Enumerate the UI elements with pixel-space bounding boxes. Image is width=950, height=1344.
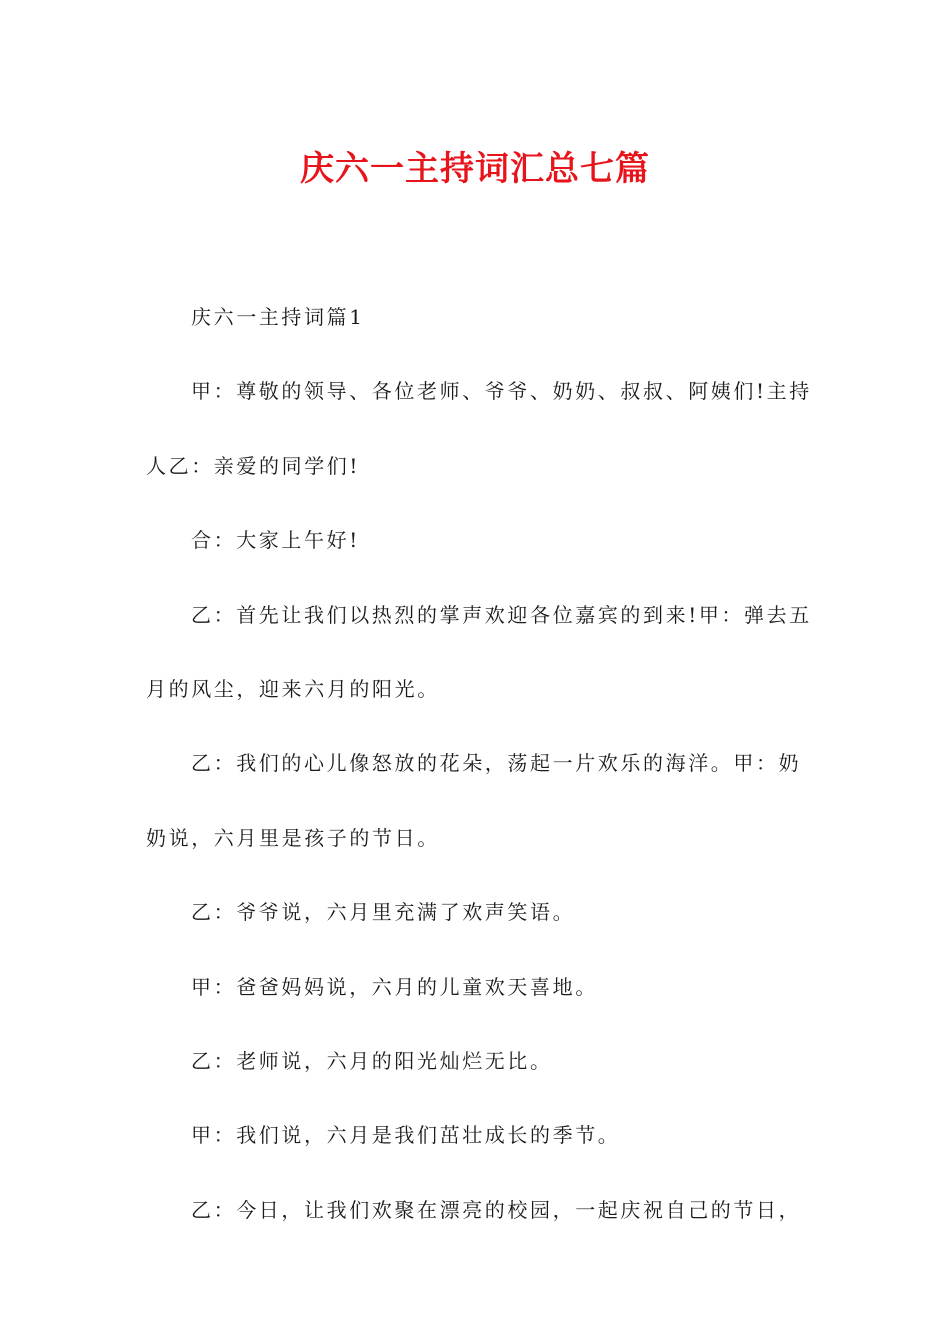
paragraph-line: 乙：首先让我们以热烈的掌声欢迎各位嘉宾的到来!甲：弹去五 [191, 602, 812, 627]
paragraph-line: 甲：我们说，六月是我们茁壮成长的季节。 [191, 1123, 621, 1148]
paragraph-line: 乙：我们的心儿像怒放的花朵，荡起一片欢乐的海洋。甲：奶 [191, 751, 802, 776]
paragraph-line: 乙：爷爷说，六月里充满了欢声笑语。 [191, 900, 576, 925]
paragraph-line: 甲：爸爸妈妈说，六月的儿童欢天喜地。 [191, 974, 598, 999]
section-heading: 庆六一主持词篇1 [191, 305, 365, 329]
paragraph-line: 乙：老师说，六月的阳光灿烂无比。 [191, 1049, 553, 1074]
paragraph-continuation-line: 月的风尘，迎来六月的阳光。 [146, 677, 440, 702]
paragraph-continuation-line: 奶说，六月里是孩子的节日。 [146, 825, 440, 850]
paragraph-continuation-line: 人乙：亲爱的同学们! [146, 453, 361, 478]
document-title: 庆六一主持词汇总七篇 [300, 149, 650, 189]
paragraph-line: 甲：尊敬的领导、各位老师、爷爷、奶奶、叔叔、阿姨们!主持 [191, 379, 812, 404]
document-body [146, 280, 812, 1247]
paragraph-line: 乙：今日，让我们欢聚在漂亮的校园，一起庆祝自己的节日， [191, 1197, 802, 1222]
paragraph-line: 合：大家上午好! [191, 528, 360, 553]
